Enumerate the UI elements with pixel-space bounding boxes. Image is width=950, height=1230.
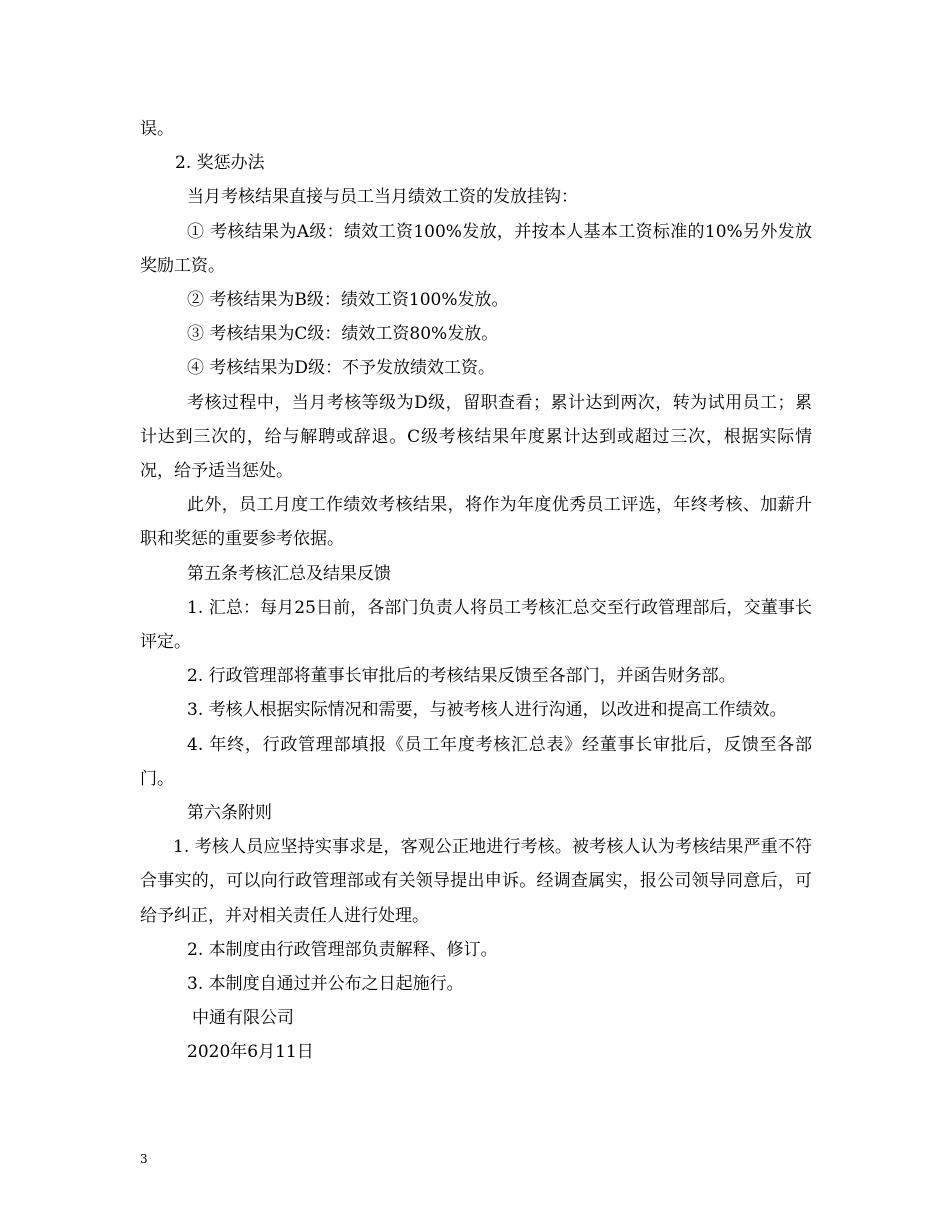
list-item-grade-c: ③ 考核结果为C级：绩效工资80%发放。: [187, 324, 499, 345]
article-five-item-2: 2. 行政管理部将董事长审批后的考核结果反馈至各部门，并函告财务部。: [187, 666, 736, 687]
document-date: 2020年6月11日: [187, 1042, 314, 1063]
paragraph-additional-use: 此外，员工月度工作绩效考核结果，将作为年度优秀员工评选，年终考核、加薪升职和奖惩的重要参考依据。: [140, 495, 812, 550]
article-five-item-1: 1. 汇总：每月25日前，各部门负责人将员工考核汇总交至行政管理部后，交董事长评定。: [140, 597, 812, 653]
article-five-item-3: 3. 考核人根据实际情况和需要，与被考核人进行沟通，以改进和提高工作绩效。: [187, 700, 787, 721]
paragraph-assessment-process: 考核过程中，当月考核等级为D级，留职查看；累计达到两次，转为试用员工；累计达到三次的，给与解聘或辞退。C级考核结果年度累计达到或超过三次，根据实际情况，给予适当惩处。: [140, 392, 812, 482]
article-six-heading: 第六条附则: [187, 803, 272, 824]
section-heading-rewards-penalties: 2. 奖惩办法: [175, 153, 265, 174]
list-item-grade-a: ① 考核结果为A级：绩效工资100%发放，并按本人基本工资标准的10%另外发放奖励工资。: [140, 221, 812, 276]
document-body: [140, 112, 812, 1070]
list-item-grade-d: ④ 考核结果为D级：不予发放绩效工资。: [187, 358, 496, 379]
company-name: 中通有限公司: [192, 1008, 294, 1029]
paragraph-continuation: 误。: [140, 119, 174, 139]
article-six-item-1: 1. 考核人员应坚持实事求是，客观公正地进行考核。被考核人认为考核结果严重不符合事实的，可以向行政管理部或有关领导提出申诉。经调查属实，报公司领导同意后，可给予纠正，并对相关责任人进行处理。: [140, 837, 812, 926]
list-item-grade-b: ② 考核结果为B级：绩效工资100%发放。: [187, 290, 509, 311]
article-five-heading: 第五条考核汇总及结果反馈: [187, 563, 391, 584]
article-six-item-2: 2. 本制度由行政管理部负责解释、修订。: [187, 939, 498, 960]
article-five-item-4: 4. 年终，行政管理部填报《员工年度考核汇总表》经董事长审批后，反馈至各部门。: [140, 734, 812, 789]
paragraph-link-to-pay: 当月考核结果直接与员工当月绩效工资的发放挂钩：: [187, 187, 578, 208]
page-number: 3: [140, 1152, 148, 1166]
article-six-item-3: 3. 本制度自通过并公布之日起施行。: [187, 974, 464, 995]
